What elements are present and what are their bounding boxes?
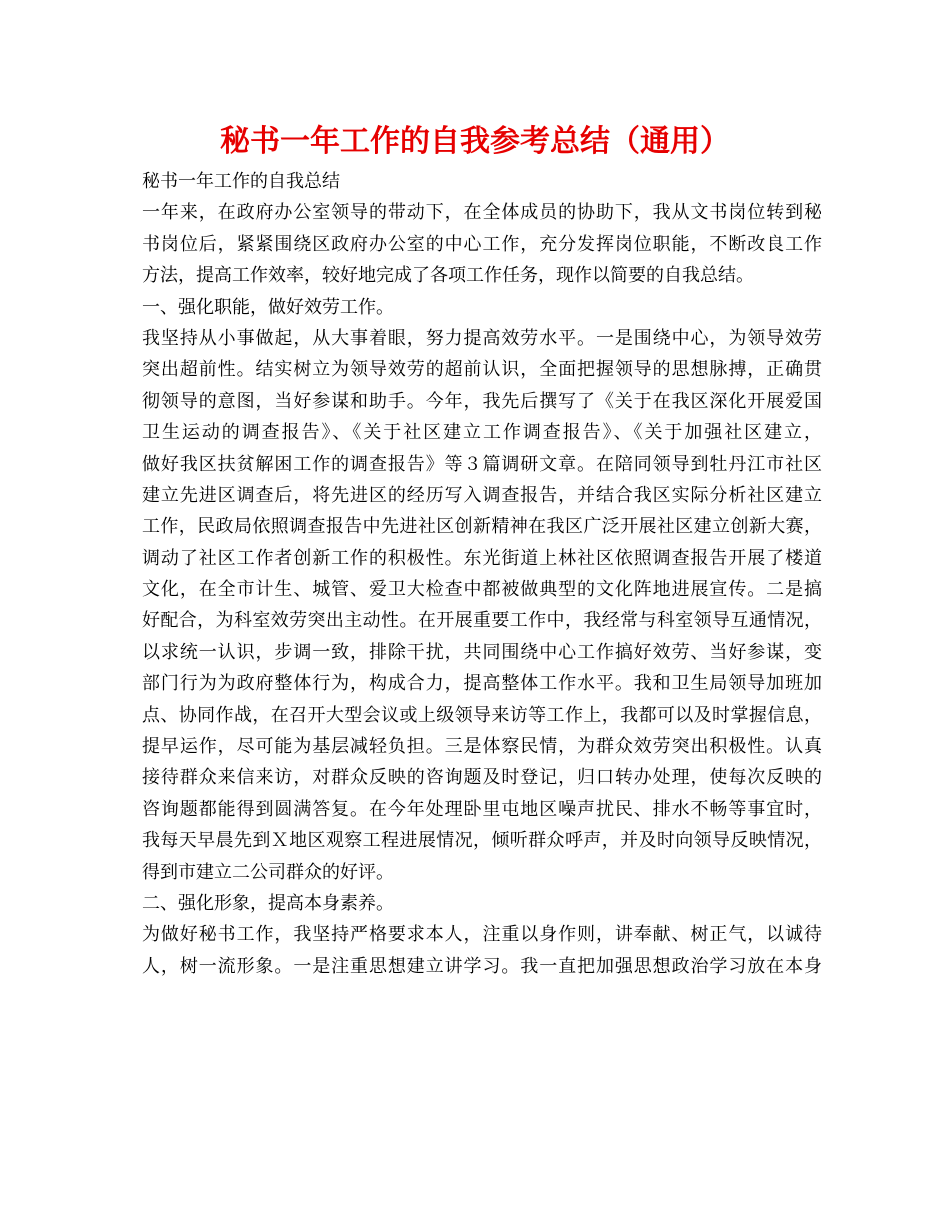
body-line: 咨询题都能得到圆满答复。在今年处理卧里屯地区噪声扰民、排水不畅等事宜时， [142,798,822,820]
body-line: 以求统一认识，步调一致，排除干扰，共同围绕中心工作搞好效劳、当好参谋，变 [142,641,822,663]
body-line: 做好我区扶贫解困工作的调查报告》等３篇调研文章。在陪同领导到牡丹江市社区 [142,453,822,475]
body-line: 建立先进区调查后，将先进区的经历写入调查报告，并结合我区实际分析社区建立 [142,484,822,506]
body-line: 秘书一年工作的自我总结 [142,171,340,192]
body-line: 人，树一流形象。一是注重思想建立讲学习。我一直把加强思想政治学习放在本身 [142,955,822,977]
body-line: 我每天早晨先到Ｘ地区观察工程进展情况，倾听群众呼声，并及时向领导反映情况， [142,830,822,852]
body-line: 接待群众来信来访，对群众反映的咨询题及时登记，归口转办处理，使每次反映的 [142,767,822,789]
body-line: 调动了社区工作者创新工作的积极性。东光街道上林社区依照调查报告开展了楼道 [142,547,822,569]
body-line: 书岗位后，紧紧围绕区政府办公室的中心工作，充分发挥岗位职能，不断改良工作 [142,233,822,255]
body-line: 好配合，为科室效劳突出主动性。在开展重要工作中，我经常与科室领导互通情况， [142,610,822,632]
body-line: 彻领导的意图，当好参谋和助手。今年，我先后撰写了《关于在我区深化开展爱国 [142,390,822,412]
body-line: 二、强化形象，提高本身素养。 [142,892,394,914]
body-line: 点、协同作战，在召开大型会议或上级领导来访等工作上，我都可以及时掌握信息， [142,704,822,726]
body-line: 方法，提高工作效率，较好地完成了各项工作任务，现作以简要的自我总结。 [142,265,754,287]
body-line: 文化，在全市计生、城管、爱卫大检查中都被做典型的文化阵地进展宣传。二是搞 [142,579,822,601]
body-line: 工作，民政局依照调查报告中先进社区创新精神在我区广泛开展社区建立创新大赛， [142,516,822,538]
document-title: 秘书一年工作的自我参考总结（通用） [220,124,730,159]
body-line: 突出超前性。结实树立为领导效劳的超前认识，全面把握领导的思想脉搏，正确贯 [142,359,822,381]
document-body [142,166,822,982]
body-line: 我坚持从小事做起，从大事着眼，努力提高效劳水平。一是围绕中心，为领导效劳 [142,327,822,349]
body-line: 一、强化职能，做好效劳工作。 [142,296,394,318]
body-line: 提早运作，尽可能为基层减轻负担。三是体察民情，为群众效劳突出积极性。认真 [142,736,822,758]
body-line: 部门行为为政府整体行为，构成合力，提高整体工作水平。我和卫生局领导加班加 [142,673,822,695]
body-line: 卫生运动的调查报告》、《关于社区建立工作调查报告》、《关于加强社区建立， [142,422,822,444]
body-line: 得到市建立二公司群众的好评。 [142,861,394,883]
body-line: 一年来，在政府办公室领导的带动下，在全体成员的协助下，我从文书岗位转到秘 [142,202,822,224]
body-line: 为做好秘书工作，我坚持严格要求本人，注重以身作则，讲奉献、树正气，以诚待 [142,924,822,946]
